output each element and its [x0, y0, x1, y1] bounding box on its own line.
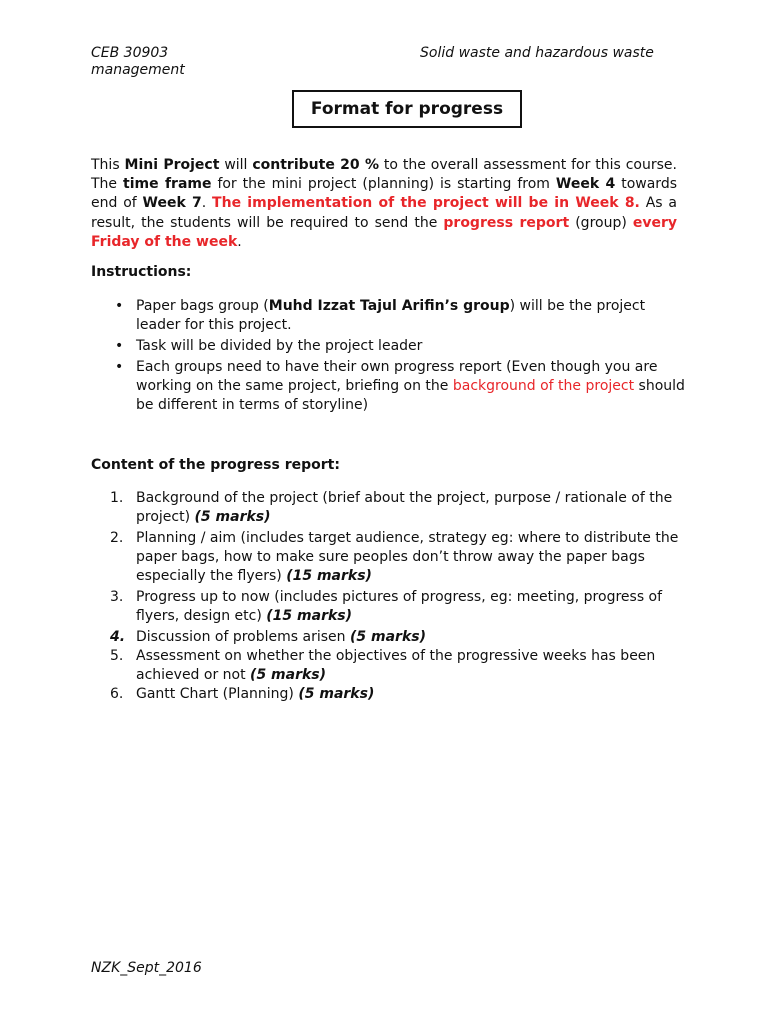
intro-text: As a result, the students will be required to send the: [91, 195, 677, 231]
intro-paragraph: [91, 156, 677, 252]
instruction-group-name: Muhd Izzat Tajul Arifin’s group: [268, 298, 510, 314]
item-number: 3.: [110, 589, 124, 605]
item-text: Background of the project (brief about the project, purpose / rationale of the: [136, 490, 673, 506]
header-course-title-cont: management: [91, 62, 185, 78]
item-marks: (5 marks): [298, 686, 375, 702]
header-course-title: Solid waste and hazardous waste: [420, 45, 654, 61]
item-number: 4.: [110, 629, 126, 645]
instructions-heading: Instructions:: [91, 264, 192, 280]
content-heading: Content of the progress report:: [91, 457, 340, 473]
instruction-text: ) will be the project: [509, 298, 646, 314]
instruction-text: Paper bags group (: [136, 298, 269, 314]
item-text: Gantt Chart (Planning): [136, 686, 299, 702]
content-list: [91, 489, 691, 704]
header-course-code: CEB 30903: [91, 45, 169, 61]
intro-implementation: The implementation of the project will be in Week 8.: [212, 195, 640, 212]
instruction-text: should: [634, 378, 685, 394]
intro-week-7: Week 7: [142, 195, 202, 212]
intro-text: .: [237, 233, 242, 250]
instruction-text: Each groups need to have their own progress report (Even though you are: [136, 359, 658, 375]
list-item: [91, 628, 691, 647]
item-text: flyers, design etc): [136, 608, 267, 624]
item-text: Discussion of problems arisen: [136, 629, 350, 645]
intro-text: will: [219, 157, 253, 173]
footer-text: NZK_Sept_2016: [91, 960, 202, 976]
item-number: 6.: [110, 686, 124, 702]
intro-time-frame: time frame: [123, 176, 212, 193]
item-text: project): [136, 509, 195, 525]
item-text: paper bags, how to make sure peoples don’t throw away the paper bags: [136, 549, 645, 565]
list-item: [91, 489, 691, 527]
intro-contribute: contribute 20 %: [252, 157, 379, 173]
bullet-icon: •: [115, 298, 124, 314]
item-text: Progress up to now (includes pictures of progress, eg: meeting, progress of: [136, 589, 663, 605]
intro-text: for the mini project (planning) is starting from: [211, 176, 556, 193]
item-text: especially the flyers): [136, 568, 287, 584]
bullet-icon: •: [115, 338, 124, 354]
item-marks: (5 marks): [194, 509, 271, 525]
instruction-text: leader for this project.: [136, 317, 292, 333]
item-marks: (15 marks): [266, 608, 353, 624]
instruction-text: working on the same project, briefing on the: [136, 378, 453, 394]
intro-week-4: Week 4: [555, 176, 616, 193]
item-number: 1.: [110, 490, 124, 506]
list-item: [91, 529, 691, 586]
instructions-list: [91, 297, 691, 415]
page-title: [292, 90, 522, 128]
page-title-text: Format for progress: [310, 99, 504, 119]
intro-text: (group): [569, 214, 633, 231]
list-item: [91, 297, 691, 335]
intro-text: .: [201, 195, 213, 212]
list-item: [91, 588, 691, 626]
item-text: Planning / aim (includes target audience, strategy eg: where to distribute the: [136, 530, 679, 546]
item-text: achieved or not: [136, 667, 251, 683]
intro-mini-project: Mini Project: [124, 157, 220, 173]
list-item: [91, 685, 691, 704]
item-marks: (15 marks): [286, 568, 372, 584]
list-item: [91, 358, 691, 415]
instruction-highlight: background of the project: [452, 378, 635, 394]
intro-every-friday: every Friday of the week: [91, 214, 678, 250]
intro-text: This: [91, 157, 125, 173]
item-number: 5.: [110, 648, 124, 664]
instruction-text: Task will be divided by the project leader: [136, 338, 423, 354]
item-text: Assessment on whether the objectives of the progressive weeks has been: [136, 648, 656, 664]
item-marks: (5 marks): [250, 667, 327, 683]
bullet-icon: •: [115, 359, 124, 375]
item-marks: (5 marks): [349, 629, 426, 645]
list-item: [91, 337, 691, 356]
list-item: [91, 647, 691, 685]
intro-text: towards end of: [91, 176, 677, 212]
instruction-text: be different in terms of storyline): [136, 397, 369, 413]
item-number: 2.: [110, 530, 124, 546]
intro-progress-report: progress report: [443, 214, 570, 231]
intro-text: to the overall assessment for this course. The: [91, 157, 677, 193]
